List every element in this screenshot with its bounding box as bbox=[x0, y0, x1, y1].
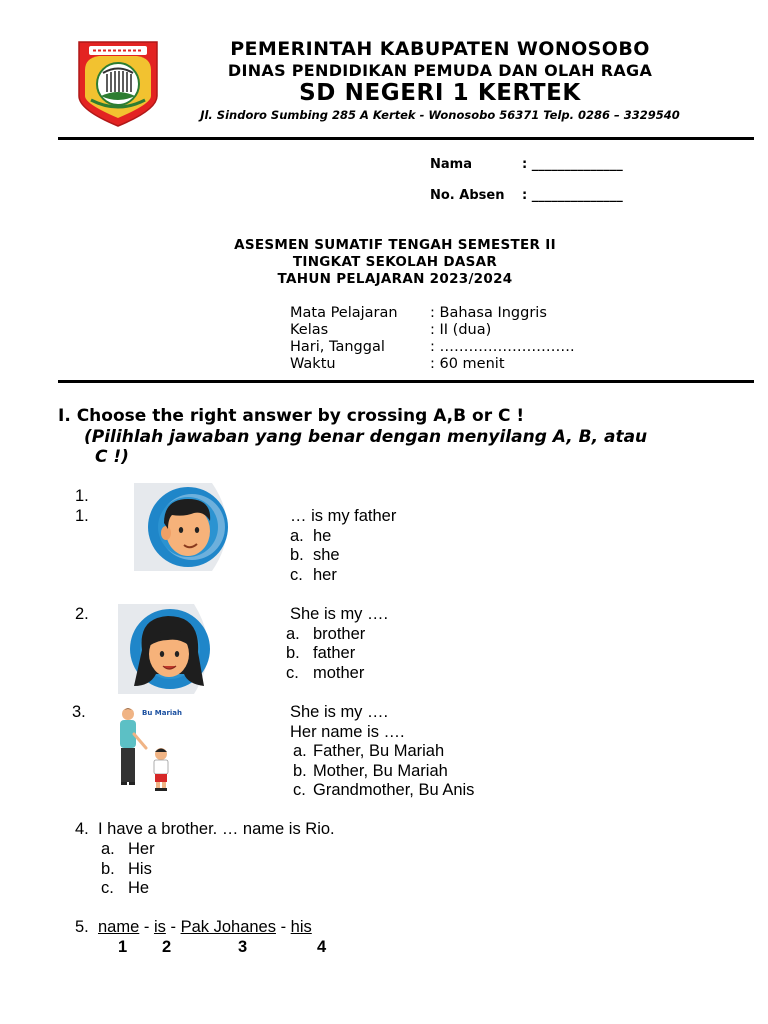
name-field[interactable]: : ______________ bbox=[522, 157, 623, 172]
option-text[interactable]: Her bbox=[128, 840, 155, 858]
word-number: 4 bbox=[317, 938, 327, 956]
section-subheading: (Pilihlah jawaban yang benar dengan menyilang A, B, atau bbox=[84, 427, 648, 447]
option-letter[interactable]: b. bbox=[101, 860, 115, 878]
option-text[interactable]: her bbox=[313, 566, 337, 584]
meta-label: Kelas bbox=[290, 322, 329, 338]
word-separator: - bbox=[143, 918, 150, 936]
mother-face-icon bbox=[118, 604, 222, 694]
image-caption: Bu Mariah bbox=[142, 709, 183, 717]
meta-value: : 60 menit bbox=[430, 356, 505, 372]
scrambled-word: his bbox=[290, 918, 312, 936]
option-text[interactable]: Father, Bu Mariah bbox=[313, 742, 445, 760]
section-subheading-cont: C !) bbox=[95, 447, 129, 467]
name-label: Nama bbox=[430, 157, 472, 172]
mother-child-icon bbox=[112, 704, 192, 792]
option-letter[interactable]: a. bbox=[286, 625, 300, 643]
word-separator: - bbox=[170, 918, 176, 936]
option-text[interactable]: His bbox=[128, 860, 152, 878]
question-number: 2. bbox=[75, 605, 89, 623]
exam-year: TAHUN PELAJARAN 2023/2024 bbox=[277, 271, 513, 287]
word-separator: - bbox=[280, 918, 287, 936]
header-government: PEMERINTAH KABUPATEN WONOSOBO bbox=[230, 38, 650, 60]
option-text[interactable]: Mother, Bu Mariah bbox=[313, 762, 448, 780]
header-school-name: SD NEGERI 1 KERTEK bbox=[299, 80, 581, 106]
scrambled-words bbox=[98, 918, 312, 937]
father-face-image bbox=[134, 483, 242, 571]
option-text[interactable]: Grandmother, Bu Anis bbox=[313, 781, 475, 799]
option-text[interactable]: He bbox=[128, 879, 150, 897]
section-heading: I. Choose the right answer by crossing A,B or C ! bbox=[58, 406, 525, 426]
scrambled-word: is bbox=[153, 918, 166, 936]
option-letter[interactable]: b. bbox=[290, 546, 304, 564]
regency-logo bbox=[77, 40, 159, 128]
title-divider bbox=[58, 380, 754, 383]
question-stem: Her name is …. bbox=[290, 723, 405, 741]
question-stem: I have a brother. … name is Rio. bbox=[98, 820, 335, 838]
meta-label: Mata Pelajaran bbox=[290, 305, 398, 321]
option-letter[interactable]: b. bbox=[293, 762, 307, 780]
question-number: 4. bbox=[75, 820, 89, 838]
question-number: 1. bbox=[75, 507, 89, 525]
question-stem: … is my father bbox=[290, 507, 397, 525]
meta-value: : Bahasa Inggris bbox=[430, 305, 547, 321]
word-number: 1 bbox=[118, 938, 128, 956]
option-letter[interactable]: c. bbox=[290, 566, 303, 584]
regency-emblem-icon bbox=[77, 40, 159, 128]
question-number: 5. bbox=[75, 918, 89, 936]
option-text[interactable]: she bbox=[313, 546, 340, 564]
option-text[interactable]: brother bbox=[313, 625, 366, 643]
option-letter[interactable]: c. bbox=[101, 879, 114, 897]
meta-value: : II (dua) bbox=[430, 322, 492, 338]
option-letter[interactable]: c. bbox=[293, 781, 306, 799]
mother-face-image bbox=[118, 604, 222, 694]
meta-value: : ………………………. bbox=[430, 339, 575, 355]
option-letter[interactable]: b. bbox=[286, 644, 300, 662]
meta-label: Hari, Tanggal bbox=[290, 339, 385, 355]
mother-child-image bbox=[112, 704, 192, 792]
absen-label: No. Absen bbox=[430, 188, 505, 203]
word-number: 2 bbox=[162, 938, 172, 956]
question-stem: She is my …. bbox=[290, 605, 389, 623]
option-letter[interactable]: c. bbox=[286, 664, 299, 682]
question-stem: She is my …. bbox=[290, 703, 389, 721]
option-letter[interactable]: a. bbox=[290, 527, 304, 545]
exam-title: ASESMEN SUMATIF TENGAH SEMESTER II bbox=[234, 237, 556, 253]
header-department: DINAS PENDIDIKAN PEMUDA DAN OLAH RAGA bbox=[227, 61, 653, 80]
scrambled-word: name bbox=[98, 918, 140, 936]
father-face-icon bbox=[134, 483, 242, 571]
option-letter[interactable]: a. bbox=[293, 742, 307, 760]
word-number: 3 bbox=[238, 938, 248, 956]
meta-label: Waktu bbox=[290, 356, 336, 372]
scrambled-word: Pak Johanes bbox=[180, 918, 276, 936]
option-text[interactable]: father bbox=[313, 644, 356, 662]
exam-level: TINGKAT SEKOLAH DASAR bbox=[292, 254, 498, 270]
header-address: Jl. Sindoro Sumbing 285 A Kertek - Wonosobo 56371 Telp. 0286 – 3329540 bbox=[200, 108, 680, 122]
option-letter[interactable]: a. bbox=[101, 840, 115, 858]
option-text[interactable]: mother bbox=[313, 664, 365, 682]
question-number: 3. bbox=[72, 703, 86, 721]
option-text[interactable]: he bbox=[313, 527, 332, 545]
absen-field[interactable]: : ______________ bbox=[522, 188, 623, 203]
question-number: 1. bbox=[75, 487, 89, 505]
header-divider bbox=[58, 137, 754, 140]
